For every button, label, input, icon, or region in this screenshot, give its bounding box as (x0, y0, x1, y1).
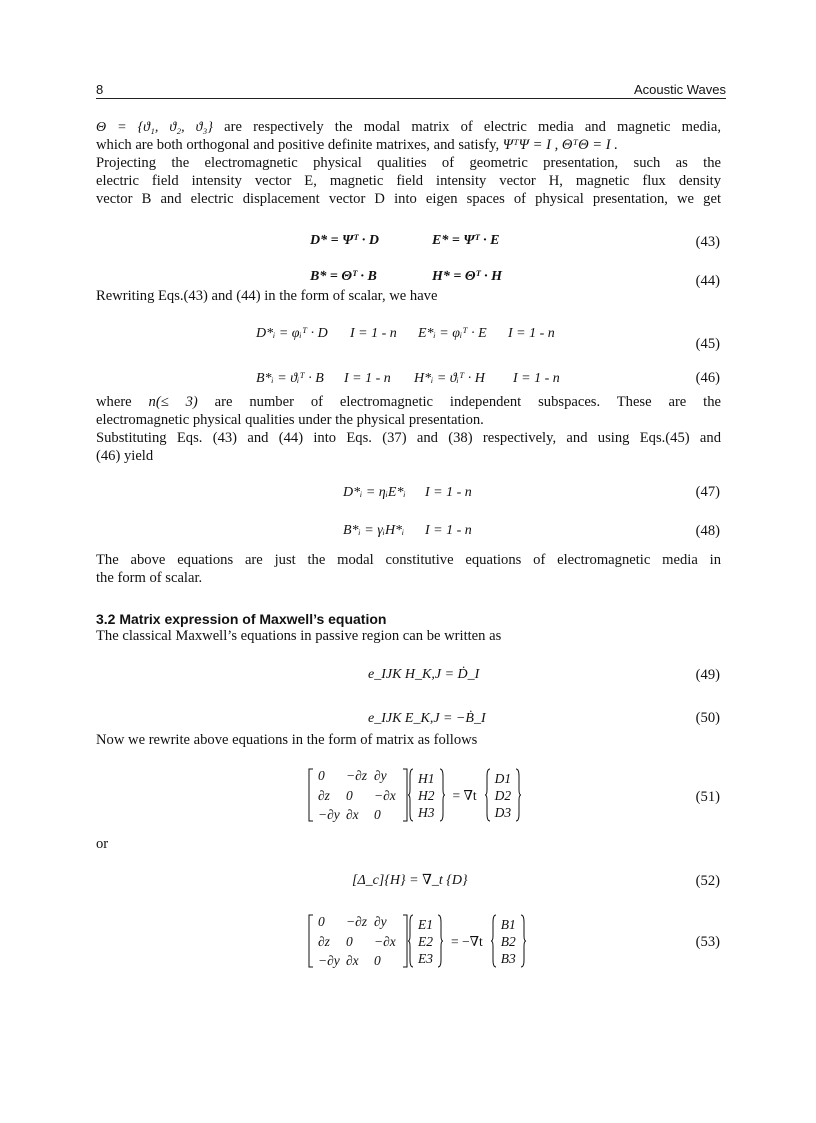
eq53-number: (53) (695, 934, 720, 950)
matrix-cell: −∂x (374, 787, 396, 803)
eq44-number: (44) (695, 273, 720, 289)
theta-definition: Θ = {ϑ₁, ϑ₂, ϑ₃} (96, 120, 213, 135)
eq45-left: D*ᵢ = φᵢᵀ · D (256, 326, 328, 341)
eq45-number: (45) (695, 336, 720, 352)
substituting-line-2: (46) yield (96, 448, 154, 464)
vector-entry: E2 (418, 933, 433, 949)
b-vector (497, 916, 520, 967)
eq51-matrix-equation (308, 767, 521, 824)
vector-entry: D1 (494, 770, 512, 786)
eq46-left-range: I = 1 - n (344, 371, 391, 386)
e-vector (414, 916, 437, 967)
above-line-1: The above equations are just the modal constitutive equations of electromagnetic media in (96, 552, 721, 568)
rewrite-matrix-text: Now we rewrite above equations in the form of matrix as follows (96, 732, 478, 748)
eq52-number: (52) (695, 873, 720, 889)
eq51-number: (51) (695, 789, 720, 805)
matrix-cell: 0 (346, 933, 353, 949)
eq46-right: H*ᵢ = ϑᵢᵀ · H (414, 371, 485, 386)
eq43-left: D* = Ψᵀ · D (310, 233, 379, 248)
eq46-right-range: I = 1 - n (513, 371, 560, 386)
classical-text: The classical Maxwell’s equations in passive region can be written as (96, 628, 502, 644)
eq47-expression: D*ᵢ = ηᵢE*ᵢ (343, 485, 406, 500)
eq46-left: B*ᵢ = ϑᵢᵀ · B (256, 371, 324, 386)
eq47-number: (47) (695, 484, 720, 500)
page-number: 8 (96, 82, 104, 97)
header-rule (96, 98, 726, 99)
eq50-number: (50) (695, 710, 720, 726)
intro-line-3: Projecting the electromagnetic physical qualities of geometric presentation, such as the (96, 155, 721, 171)
vector-entry: B1 (500, 916, 516, 932)
vector-entry: B3 (500, 950, 516, 966)
vector-entry: E1 (418, 916, 433, 932)
eq53-matrix-equation (308, 913, 526, 970)
where-line-1 (96, 394, 721, 412)
intro-line-5: vector B and electric displacement vector D into eigen spaces of physical presentation, we get (96, 191, 721, 207)
matrix-cell: ∂y (374, 768, 387, 783)
intro-line-1 (96, 119, 721, 137)
eq45-left-range: I = 1 - n (350, 326, 397, 341)
intro-line-1-text: are respectively the modal matrix of electric media and magnetic media, (224, 119, 721, 135)
eq49-number: (49) (695, 667, 720, 683)
eq47-range: I = 1 - n (425, 485, 472, 500)
section-heading: 3.2 Matrix expression of Maxwell’s equation (96, 611, 387, 627)
vector-entry: D3 (494, 804, 512, 820)
matrix-cell: ∂z (318, 787, 330, 803)
matrix-cell: −∂x (374, 933, 396, 949)
eq50-expression: e_IJK E_K,J = −Ḃ_I (368, 711, 486, 726)
eq49-expression: e_IJK H_K,J = Ḋ_I (368, 667, 480, 682)
equals-minus-nabla-t: = −∇t (451, 933, 483, 949)
eq44-right: H* = Θᵀ · H (432, 269, 502, 284)
matrix-cell: 0 (346, 787, 353, 803)
operator-matrix (314, 913, 402, 970)
intro-line-2 (96, 137, 721, 155)
matrix-cell: 0 (374, 807, 381, 822)
eq43-right: E* = Ψᵀ · E (432, 233, 500, 248)
vector-entry: E3 (418, 950, 433, 966)
eq43-number: (43) (695, 234, 720, 250)
running-title: Acoustic Waves (634, 82, 726, 97)
eq48-number: (48) (695, 523, 720, 539)
vector-entry: D2 (494, 787, 512, 803)
eq48-range: I = 1 - n (425, 523, 472, 538)
d-vector (491, 770, 516, 821)
vector-entry: H3 (418, 804, 435, 820)
eq46-number: (46) (695, 370, 720, 386)
matrix-cell: 0 (318, 914, 325, 929)
matrix-cell: ∂y (374, 914, 387, 929)
matrix-cell: 0 (374, 953, 381, 968)
where-word: where (96, 394, 132, 410)
matrix-cell: 0 (318, 768, 325, 783)
matrix-cell: −∂y (318, 807, 340, 822)
rewriting-text: Rewriting Eqs.(43) and (44) in the form of scalar, we have (96, 288, 438, 304)
intro-line-2-text: which are both orthogonal and positive definite matrixes, and satisfy, (96, 137, 500, 153)
eq45-right-range: I = 1 - n (508, 326, 555, 341)
matrix-cell: ∂x (346, 807, 359, 822)
above-line-2: the form of scalar. (96, 570, 203, 586)
right-brace-icon (515, 768, 521, 822)
eq45-right: E*ᵢ = φᵢᵀ · E (418, 326, 487, 341)
operator-matrix (314, 767, 402, 824)
n-constraint: n(≤ 3) (148, 394, 198, 410)
matrix-cell: −∂z (346, 768, 368, 783)
substituting-line-1: Substituting Eqs. (43) and (44) into Eqs. (37) and (38) respectively, and using Eqs.(45) and (96, 430, 721, 446)
matrix-cell: −∂y (318, 953, 340, 968)
vector-entry: H1 (418, 770, 435, 786)
matrix-cell: −∂z (346, 914, 368, 929)
vector-entry: H2 (418, 787, 435, 803)
equals-nabla-t: = ∇t (452, 787, 477, 803)
orthogonality-equation: ΨᵀΨ = I , ΘᵀΘ = I . (502, 137, 618, 153)
vector-entry: B2 (500, 933, 516, 949)
eq48-expression: B*ᵢ = γᵢH*ᵢ (343, 523, 405, 538)
where-line-2: electromagnetic physical qualities under the physical presentation. (96, 412, 484, 428)
h-vector (414, 770, 439, 821)
intro-line-4: electric field intensity vector E, magnetic field intensity vector H, magnetic flux density (96, 173, 721, 189)
eq52-expression: [Δ_c]{H} = ∇_t {D} (352, 873, 468, 888)
eq44-left: B* = Θᵀ · B (310, 269, 377, 284)
right-brace-icon (520, 914, 526, 968)
matrix-cell: ∂x (346, 953, 359, 968)
where-line-1-rest: are number of electromagnetic independent subspaces. These are the (214, 394, 721, 410)
matrix-cell: ∂z (318, 933, 330, 949)
or-text: or (96, 836, 109, 852)
